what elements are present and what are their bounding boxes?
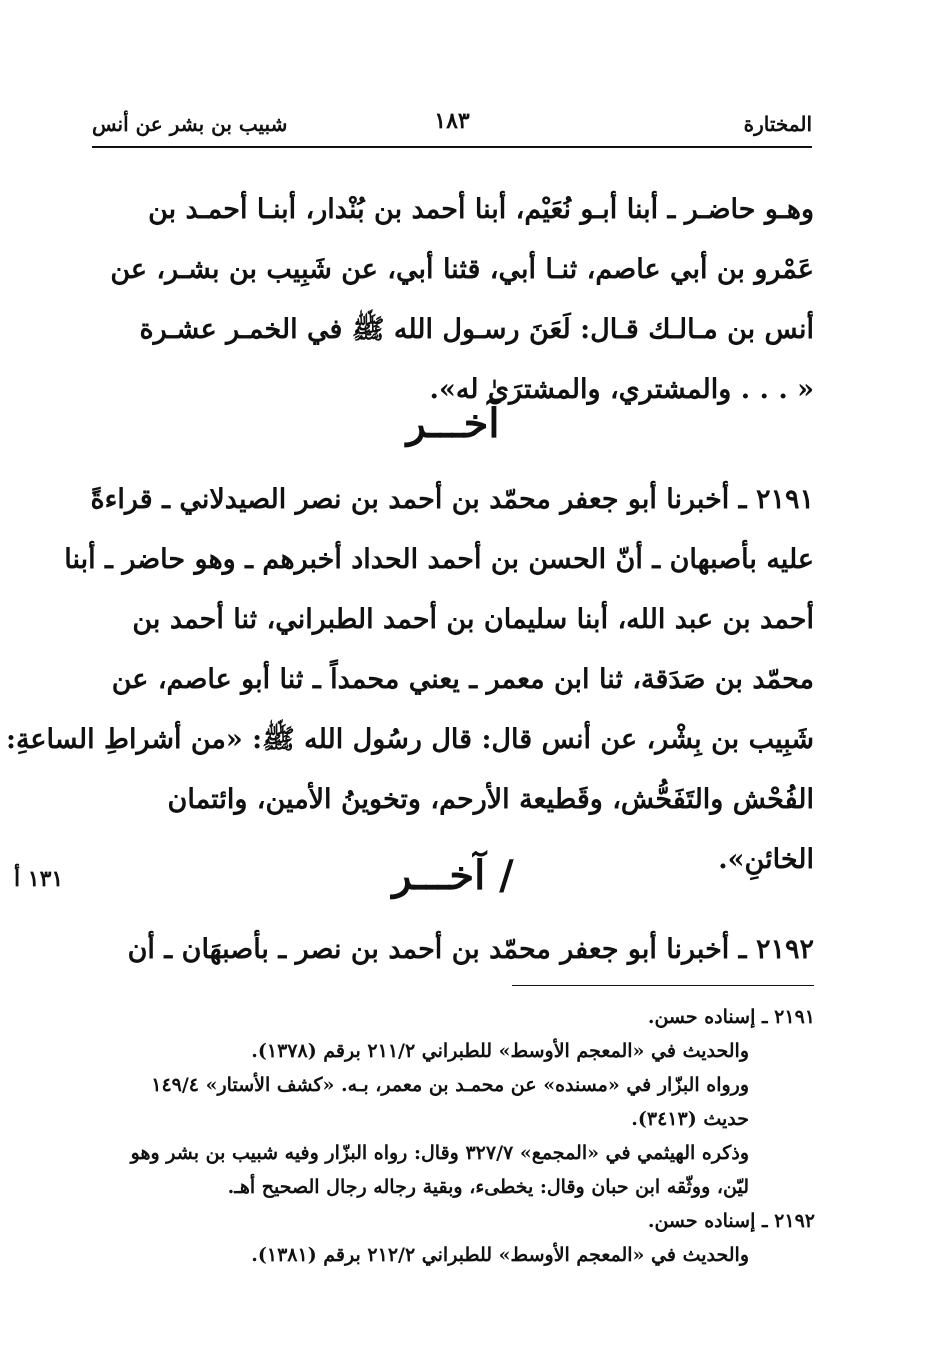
running-header bbox=[92, 108, 812, 144]
text-line: وهـو حاضـر ـ أبنا أبـو نُعَيْم، أبنا أحمد بن بُنْدار، أبنـا أحمـد بن bbox=[148, 194, 814, 225]
text-line: ٢١٩١ ـ أخبرنا أبو جعفر محمّد بن أحمد بن نصر الصيدلاني ـ قراءةً bbox=[90, 484, 814, 515]
footnote-line: ٢١٩٢ ـ إسناده حسن. bbox=[647, 1210, 815, 1232]
footnote-divider bbox=[512, 985, 814, 986]
text-line: أحمد بن عبد الله، أبنا سليمان بن أحمد الطبراني، ثنا أحمد بن bbox=[132, 604, 814, 635]
text-line: عليه بأصبهان ـ أنّ الحسن بن أحمد الحداد أخبرهم ـ وهو حاضر ـ أبنا bbox=[64, 544, 814, 575]
footnote-line: وذكره الهيثمي في «المجمع» ٣٢٧/٧ وقال: رواه البزّار وفيه شبيب بن بشر وهو bbox=[130, 1142, 749, 1164]
text-line: محمّد بن صَدَقة، ثنا ابن معمر ـ يعني محمداً ـ ثنا أبو عاصم، عن bbox=[111, 664, 814, 695]
hadith-2192 bbox=[92, 920, 814, 980]
text-line: « . . . والمشتري، والمشترَىٰ له». bbox=[429, 374, 814, 405]
section-heading: آخـــر bbox=[406, 400, 500, 447]
footnotes bbox=[70, 1000, 815, 1272]
footnote-line: والحديث في «المعجم الأوسط» للطبراني ٢١١/٢ برقم (١٣٧٨). bbox=[251, 1040, 749, 1062]
text-line: الخائنِ». bbox=[718, 844, 814, 875]
footnote-line: ٢١٩١ ـ إسناده حسن. bbox=[647, 1006, 815, 1028]
text-line: الفُحْش والتَفَحُّش، وقَطيعة الأرحم، وتخوينُ الأمين، وائتمان bbox=[167, 784, 814, 815]
section-title: شبيب بن بشر عن أنس bbox=[92, 112, 288, 136]
manuscript-folio-note: ١٣١ أ bbox=[14, 866, 64, 892]
book-title: المختارة bbox=[743, 112, 812, 136]
footnote-line: ورواه البزّار في «مسنده» عن محمـد بن معمر، بـه. «كشف الأستار» ١٤٩/٤ bbox=[151, 1074, 749, 1096]
footnote-line: ليّن، ووثّقه ابن حبان وقال: يخطىء، وبقية رجاله رجال الصحيح أهـ. bbox=[227, 1176, 749, 1198]
section-heading: / آخـــر bbox=[392, 852, 514, 899]
paragraph-continuation bbox=[92, 180, 814, 420]
text-line: عَمْرو بن أبي عاصم، ثنـا أبي، قثنا أبي، عن شَبِيب بن بشـر، عن bbox=[110, 254, 814, 285]
text-line: ٢١٩٢ ـ أخبرنا أبو جعفر محمّد بن أحمد بن نصر ـ بأصبهَان ـ أن bbox=[127, 934, 814, 965]
header-divider bbox=[92, 146, 812, 148]
footnote-line: حديث (٣٤١٣). bbox=[631, 1108, 749, 1130]
text-line: شَبِيب بن بِشْر، عن أنس قال: قال رسُول الله ﷺ: «من أشراطِ الساعةِ: bbox=[5, 724, 814, 755]
text-line: أنس بن مـالـك قـال: لَعَنَ رسـول الله ﷺ في الخمـر عشـرة bbox=[139, 314, 814, 345]
page-number: ١٨٣ bbox=[434, 108, 470, 134]
footnote-line: والحديث في «المعجم الأوسط» للطبراني ٢١٢/٢ برقم (١٣٨١). bbox=[251, 1244, 749, 1266]
